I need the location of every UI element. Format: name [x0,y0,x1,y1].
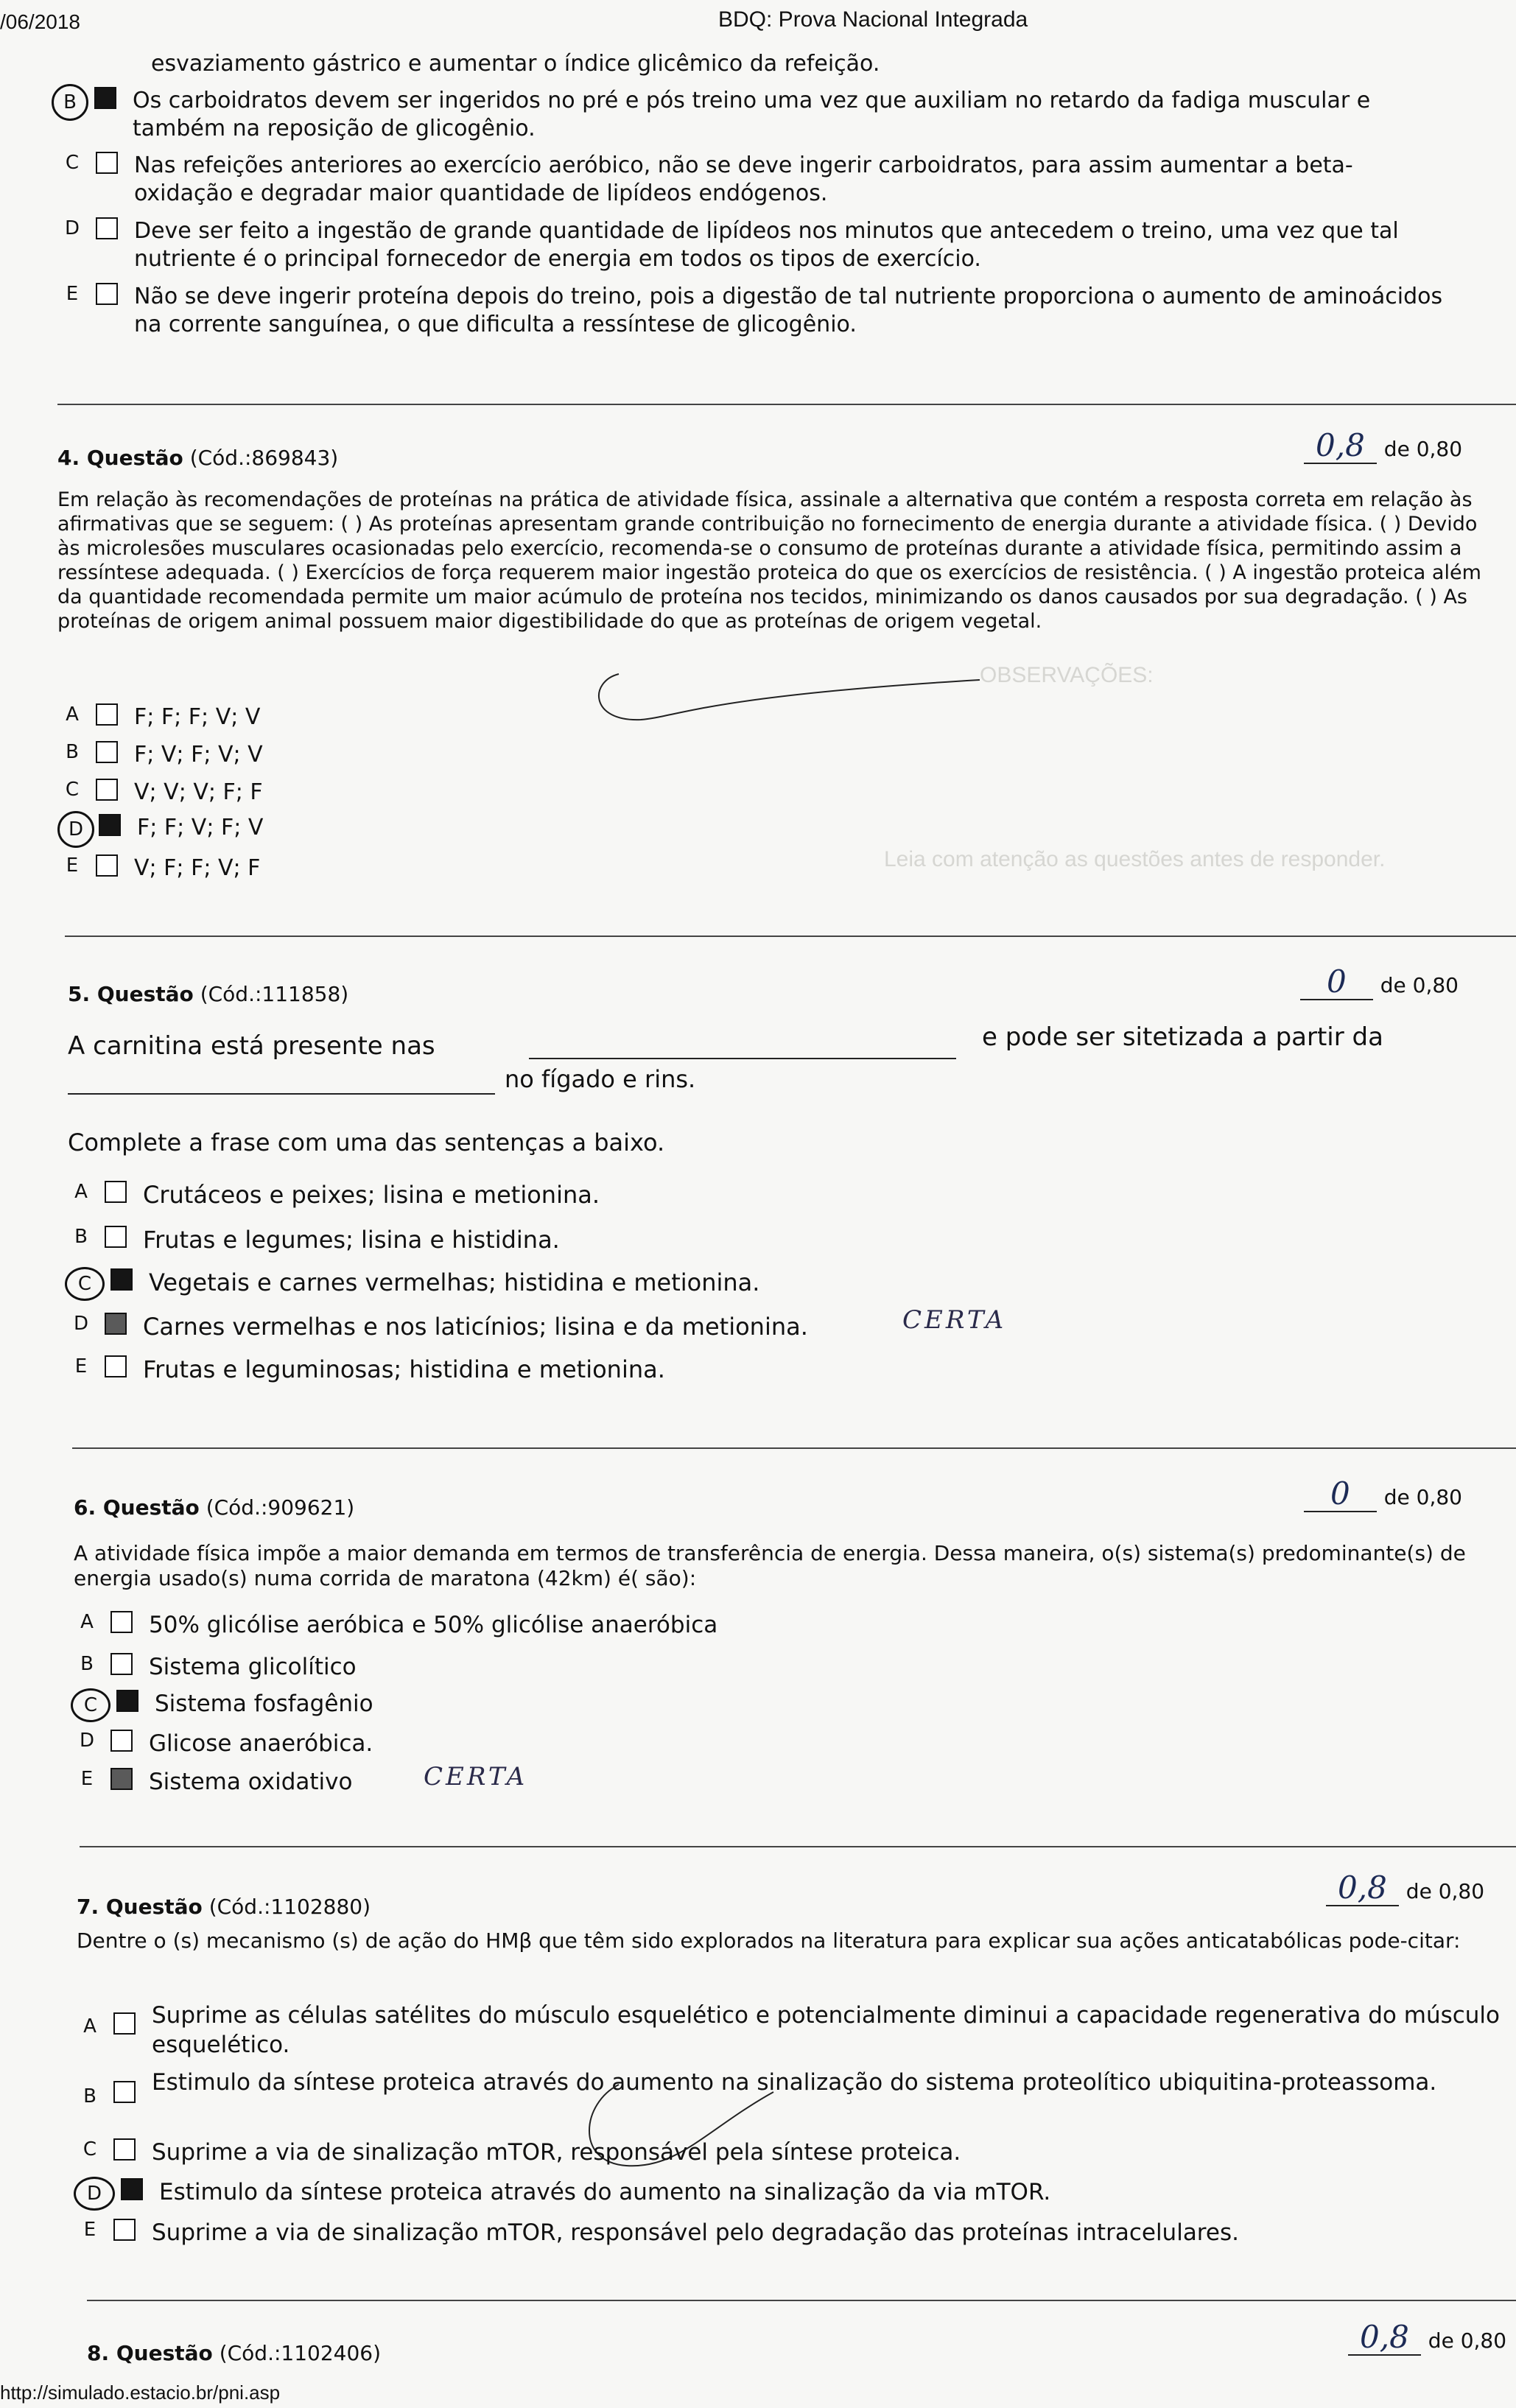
max-score: de 0,80 [1428,2328,1507,2353]
section-divider [65,936,1516,937]
question-6-option-e[interactable] [74,1768,352,1796]
option-letter: E [80,1768,94,1790]
section-divider [57,404,1516,405]
max-score: de 0,80 [1383,437,1463,461]
question-7-option-c[interactable] [77,2138,961,2166]
option-letter: B [52,84,88,121]
awarded-score: 0,8 [1304,429,1377,464]
awarded-score: 0 [1300,965,1373,1000]
option-letter: B [80,1653,94,1675]
option-letter: C [65,1267,105,1301]
question-7-option-a[interactable] [77,2001,1513,2060]
question-code: (Cód.:869843) [189,446,339,470]
option-text: Os carboidratos devem ser ingeridos no pré e pós treino uma vez que auxiliam no retardo da fadiga muscular e também na reposição de glicogênio. [133,88,1371,141]
question-3-option-d[interactable] [59,217,1451,273]
max-score: de 0,80 [1383,1485,1462,1509]
question-5-prompt: Complete a frase com uma das sentenças a baixo. [68,1128,665,1156]
question-3-option-c[interactable] [59,152,1451,208]
page-title: BDQ: Prova Nacional Integrada [718,7,1028,32]
answer-checkbox[interactable] [116,1690,138,1712]
question-4-option-a[interactable] [59,703,260,731]
question-7-title [77,1895,371,1919]
question-7-score [1326,1871,1484,1906]
question-code: (Cód.:1102880) [208,1895,371,1919]
option-letter: D [64,217,80,239]
option-text: Deve ser feito a ingestão de grande quantidade de lipídeos nos minutos que antecedem o treino, uma vez que tal nutriente é o principal fornecedor de energia em todos os tipos de exercício. [134,218,1399,272]
option-text: Vegetais e carnes vermelhas; histidina e metionina. [149,1268,760,1296]
question-8-title [87,2341,381,2365]
question-label: 4. Questão [57,446,183,470]
question-5-option-c[interactable] [65,1268,759,1301]
answer-checkbox[interactable] [105,1355,127,1377]
awarded-score: 0,8 [1326,1871,1399,1906]
question-5-score [1300,965,1459,1000]
question-4-option-e[interactable] [59,854,260,882]
max-score: de 0,80 [1406,1879,1485,1903]
footer-url: http://simulado.estacio.br/pni.asp [0,2381,281,2404]
answer-checkbox[interactable] [96,703,118,726]
option-text: Sistema glicolítico [149,1654,357,1680]
answer-checkbox[interactable] [105,1181,127,1203]
question-label: 5. Questão [68,982,194,1006]
question-5-option-b[interactable] [68,1226,560,1254]
bleed-through-text: OBSERVAÇÕES: [980,663,1154,687]
question-label: 6. Questão [74,1495,200,1520]
handwritten-note: CERTA [902,1305,1007,1335]
option-text: Estimulo da síntese proteica através do aumento na sinalização da via mTOR. [159,2179,1051,2205]
fill-in-blank[interactable] [529,1058,956,1059]
option-letter: A [74,1181,88,1203]
answer-checkbox[interactable] [110,1268,133,1291]
option-text: Frutas e leguminosas; histidina e metionina. [143,1355,665,1383]
question-8-score [1348,2320,1506,2356]
question-4-score [1304,429,1462,464]
section-divider [72,1447,1516,1449]
question-code: (Cód.:909621) [206,1495,355,1520]
option-text: F; F; V; F; V [137,815,264,840]
option-text: Glicose anaeróbica. [149,1730,373,1757]
option-text: Sistema fosfagênio [155,1691,373,1717]
question-code: (Cód.:111858) [200,982,349,1006]
option-letter: C [65,152,80,174]
answer-checkbox[interactable] [110,1611,133,1633]
question-3-tail-text: esvaziamento gástrico e aumentar o índice glicêmico da refeição. [151,51,880,77]
handwritten-note: CERTA [424,1762,528,1791]
handwritten-scribble [560,652,987,733]
question-5-sentence-end: no fígado e rins. [505,1065,696,1093]
answer-checkbox[interactable] [105,1313,127,1335]
option-letter: E [83,2219,96,2241]
answer-checkbox[interactable] [113,2081,136,2103]
option-text: V; F; F; V; F [134,855,261,881]
option-letter: C [65,779,80,801]
answer-checkbox[interactable] [96,741,118,763]
question-5-title [68,982,348,1006]
option-letter: A [66,703,79,726]
option-text: Não se deve ingerir proteína depois do treino, pois a digestão de tal nutriente proporciona o aumento de aminoácidos na corrente sanguínea, o que dificulta a ressíntese de glicogênio. [134,284,1443,337]
question-5-sentence-mid: e pode ser sitetizada a partir da [982,1022,1383,1052]
question-4-option-c[interactable] [59,779,263,807]
answer-checkbox[interactable] [94,87,116,109]
section-divider [80,1846,1516,1847]
answer-checkbox[interactable] [113,2012,136,2035]
question-5-option-d[interactable] [68,1313,808,1341]
print-date: /06/2018 [0,10,80,33]
question-6-title [74,1495,354,1520]
question-6-option-a[interactable] [74,1611,717,1639]
answer-checkbox[interactable] [96,217,118,239]
question-3-option-e[interactable] [59,283,1451,339]
fill-in-blank[interactable] [68,1093,495,1095]
question-4-option-d[interactable] [57,814,263,848]
answer-checkbox[interactable] [113,2138,136,2160]
question-7-option-e[interactable] [77,2219,1239,2247]
option-letter: D [57,811,94,848]
question-3-option-b[interactable] [52,87,1451,143]
option-text: Suprime as células satélites do músculo esquelético e potencialmente diminui a capacidade regenerativa do músculo esquelético. [152,2002,1501,2058]
question-6-option-c[interactable] [71,1690,373,1722]
question-5-option-e[interactable] [68,1355,665,1383]
option-text: F; V; F; V; V [134,742,263,768]
option-text: F; F; F; V; V [134,704,261,730]
option-text: Crutáceos e peixes; lisina e metionina. [143,1181,600,1209]
option-text: Sistema oxidativo [149,1769,353,1795]
option-letter: C [83,2138,97,2160]
option-text: 50% glicólise aeróbica e 50% glicólise anaeróbica [149,1612,718,1638]
answer-checkbox[interactable] [96,854,118,877]
question-7-option-d[interactable] [74,2178,1050,2211]
answer-checkbox[interactable] [121,2178,143,2200]
option-letter: B [74,1226,88,1248]
question-code: (Cód.:1102406) [219,2341,382,2365]
question-6-statement: A atividade física impõe a maior demanda em termos de transferência de energia. Dessa maneira, o(s) sistema(s) predominante(s) de energia usado(s) numa corrida de maratona (42km) é( são): [74,1541,1466,1590]
awarded-score: 0,8 [1348,2320,1421,2356]
option-letter: A [80,1611,94,1633]
option-text: Carnes vermelhas e nos laticínios; lisina e da metionina. [143,1313,808,1341]
option-text: Estimulo da síntese proteica através do aumento na sinalização do sistema proteolítico ubiquitina-proteassoma. [152,2069,1437,2096]
answer-checkbox[interactable] [110,1730,133,1752]
option-text: Suprime a via de sinalização mTOR, responsável pela síntese proteica. [152,2139,961,2166]
answer-checkbox[interactable] [110,1653,133,1675]
answer-checkbox[interactable] [110,1768,133,1790]
option-letter: A [83,2015,96,2037]
option-text: V; V; V; F; F [134,779,263,805]
answer-checkbox[interactable] [113,2219,136,2241]
section-divider [87,2300,1516,2301]
answer-checkbox[interactable] [99,814,121,836]
question-6-score [1304,1477,1462,1512]
question-5-sentence-start: A carnitina está presente nas [68,1031,435,1061]
option-letter: E [66,854,79,877]
question-4-title [57,446,338,470]
question-label: 8. Questão [87,2341,213,2365]
answer-checkbox[interactable] [96,283,118,305]
option-text: Suprime a via de sinalização mTOR, responsável pelo degradação das proteínas intracelulares. [152,2219,1239,2246]
option-letter: D [74,2177,115,2211]
bleed-through-text: Leia com atenção as questões antes de responder. [884,847,1386,871]
option-letter: E [66,283,79,305]
question-5-option-a[interactable] [68,1181,600,1209]
option-letter: D [79,1730,95,1752]
max-score: de 0,80 [1380,973,1459,997]
question-7-statement: Dentre o (s) mecanismo (s) de ação do HMβ que têm sido explorados na literatura para explicar sua ações anticatabólicas pode-citar: [77,1928,1461,1953]
awarded-score: 0 [1304,1477,1377,1512]
question-6-option-b[interactable] [74,1653,357,1681]
option-text: Frutas e legumes; lisina e histidina. [143,1226,560,1254]
option-text: Nas refeições anteriores ao exercício aeróbico, não se deve ingerir carboidratos, para assim aumentar a beta-oxidação e degradar maior quantidade de lipídeos endógenos. [134,152,1353,206]
option-letter: D [73,1313,89,1335]
option-letter: E [74,1355,88,1377]
option-letter: C [71,1688,110,1722]
option-letter: B [66,741,79,763]
question-4-option-b[interactable] [59,741,263,769]
answer-checkbox[interactable] [96,152,118,174]
option-letter: B [83,2085,96,2107]
answer-checkbox[interactable] [105,1226,127,1248]
question-6-option-d[interactable] [74,1730,373,1758]
question-4-statement: Em relação às recomendações de proteínas na prática de atividade física, assinale a alternativa que contém a resposta correta em relação às afirmativas que se seguem: ( ) As proteínas apresentam grande contribuição no fornecimento de energia durante a atividade física. ( ) Devido às microlesões musculares ocasionadas pelo exercício, recomenda-se o consumo de proteínas durante a atividade física, permitindo assim a ressíntese adequada. ( ) Exercícios de força requerem maior ingestão proteica do que os exercícios de resistência. ( ) A ingestão proteica além da quantidade recomendada permite um maior acúmulo de proteína nos tecidos, minimizando os danos causados por sua degradação. ( ) As proteínas de origem animal possuem maior digestibilidade do que as proteínas de origem vegetal. [57,488,1481,633]
question-label: 7. Questão [77,1895,203,1919]
answer-checkbox[interactable] [96,779,118,801]
